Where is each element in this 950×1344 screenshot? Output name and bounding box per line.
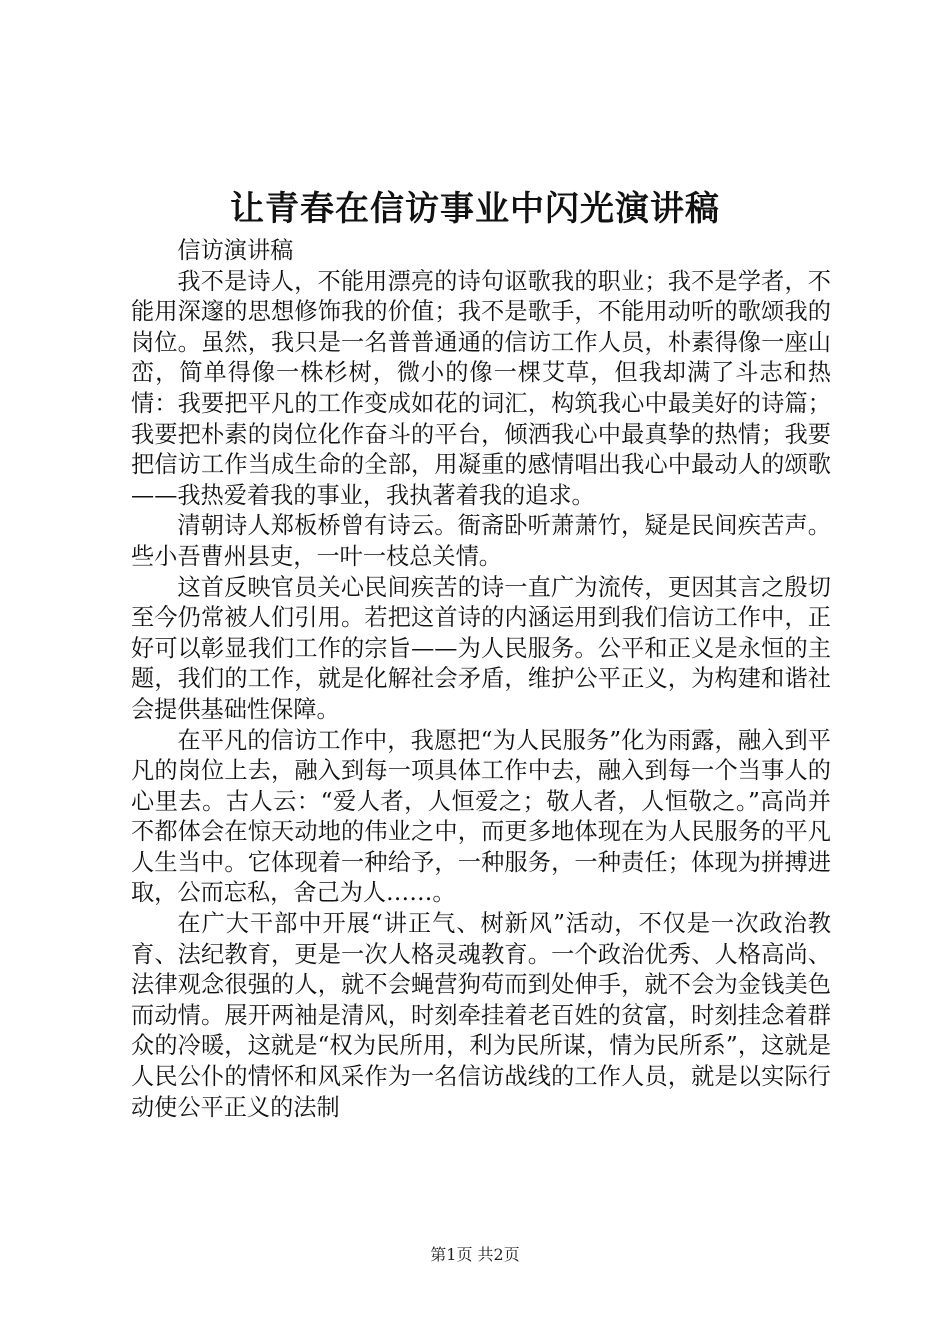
paragraph: 在广大干部中开展“讲正气、树新风”活动，不仅是一次政治教育、法纪教育，更是一次人格灵魂教育。一个政治优秀、人格高尚、法律观念很强的人，就不会蝇营狗苟而到处伸手，就不会为金钱美色而动情。展开两袖是清风，时刻牵挂着老百姓的贫富，时刻挂念着群众的冷暖，这就是“权为民所用，利为民所谋，情为民所系”，这就是人民公仆的情怀和风采作为一名信访战线的工作人员，就是以实际行动使公平正义的法制 (131, 910, 831, 1121)
paragraph: 这首反映官员关心民间疾苦的诗一直广为流传，更因其言之殷切至今仍常被人们引用。若把这首诗的内涵运用到我们信访工作中，正好可以彰显我们工作的宗旨——为人民服务。公平和正义是永恒的主题，我们的工作，就是化解社会矛盾，维护公平正义，为构建和谐社会提供基础性保障。 (131, 573, 831, 723)
document-title: 让青春在信访事业中闪光演讲稿 (230, 189, 720, 229)
paragraph: 我不是诗人，不能用漂亮的诗句讴歌我的职业；我不是学者，不能用深邃的思想修饰我的价值；我不是歌手，不能用动听的歌颂我的岗位。虽然，我只是一名普普通通的信访工作人员，朴素得像一座山峦，简单得像一株杉树，微小的像一棵艾草，但我却满了斗志和热情：我要把平凡的工作变成如花的词汇，构筑我心中最美好的诗篇；我要把朴素的岗位化作奋斗的平台，倾洒我心中最真挚的热情；我要把信访工作当成生命的全部，用凝重的感情唱出我心中最动人的颂歌——我热爱着我的事业，我执著着我的追求。 (131, 267, 831, 509)
paragraph: 清朝诗人郑板桥曾有诗云。衙斋卧听萧萧竹，疑是民间疾苦声。些小吾曹州县吏，一叶一枝总关情。 (131, 512, 831, 570)
paragraph: 在平凡的信访工作中，我愿把“为人民服务”化为雨露，融入到平凡的岗位上去，融入到每一项具体工作中去，融入到每一个当事人的心里去。古人云：“爱人者，人恒爱之；敬人者，人恒敬之。”高尚并不都体会在惊天动地的伟业之中，而更多地体现在为人民服务的平凡人生当中。它体现着一种给予，一种服务，一种责任；体现为拼搏进取，公而忘私，舍己为人……。 (131, 726, 831, 907)
paragraph-subtitle: 信访演讲稿 (177, 237, 294, 264)
page-footer (0, 1244, 950, 1266)
page-number-label: 第1页 共2页 (430, 1245, 520, 1264)
document-body (131, 236, 831, 1123)
